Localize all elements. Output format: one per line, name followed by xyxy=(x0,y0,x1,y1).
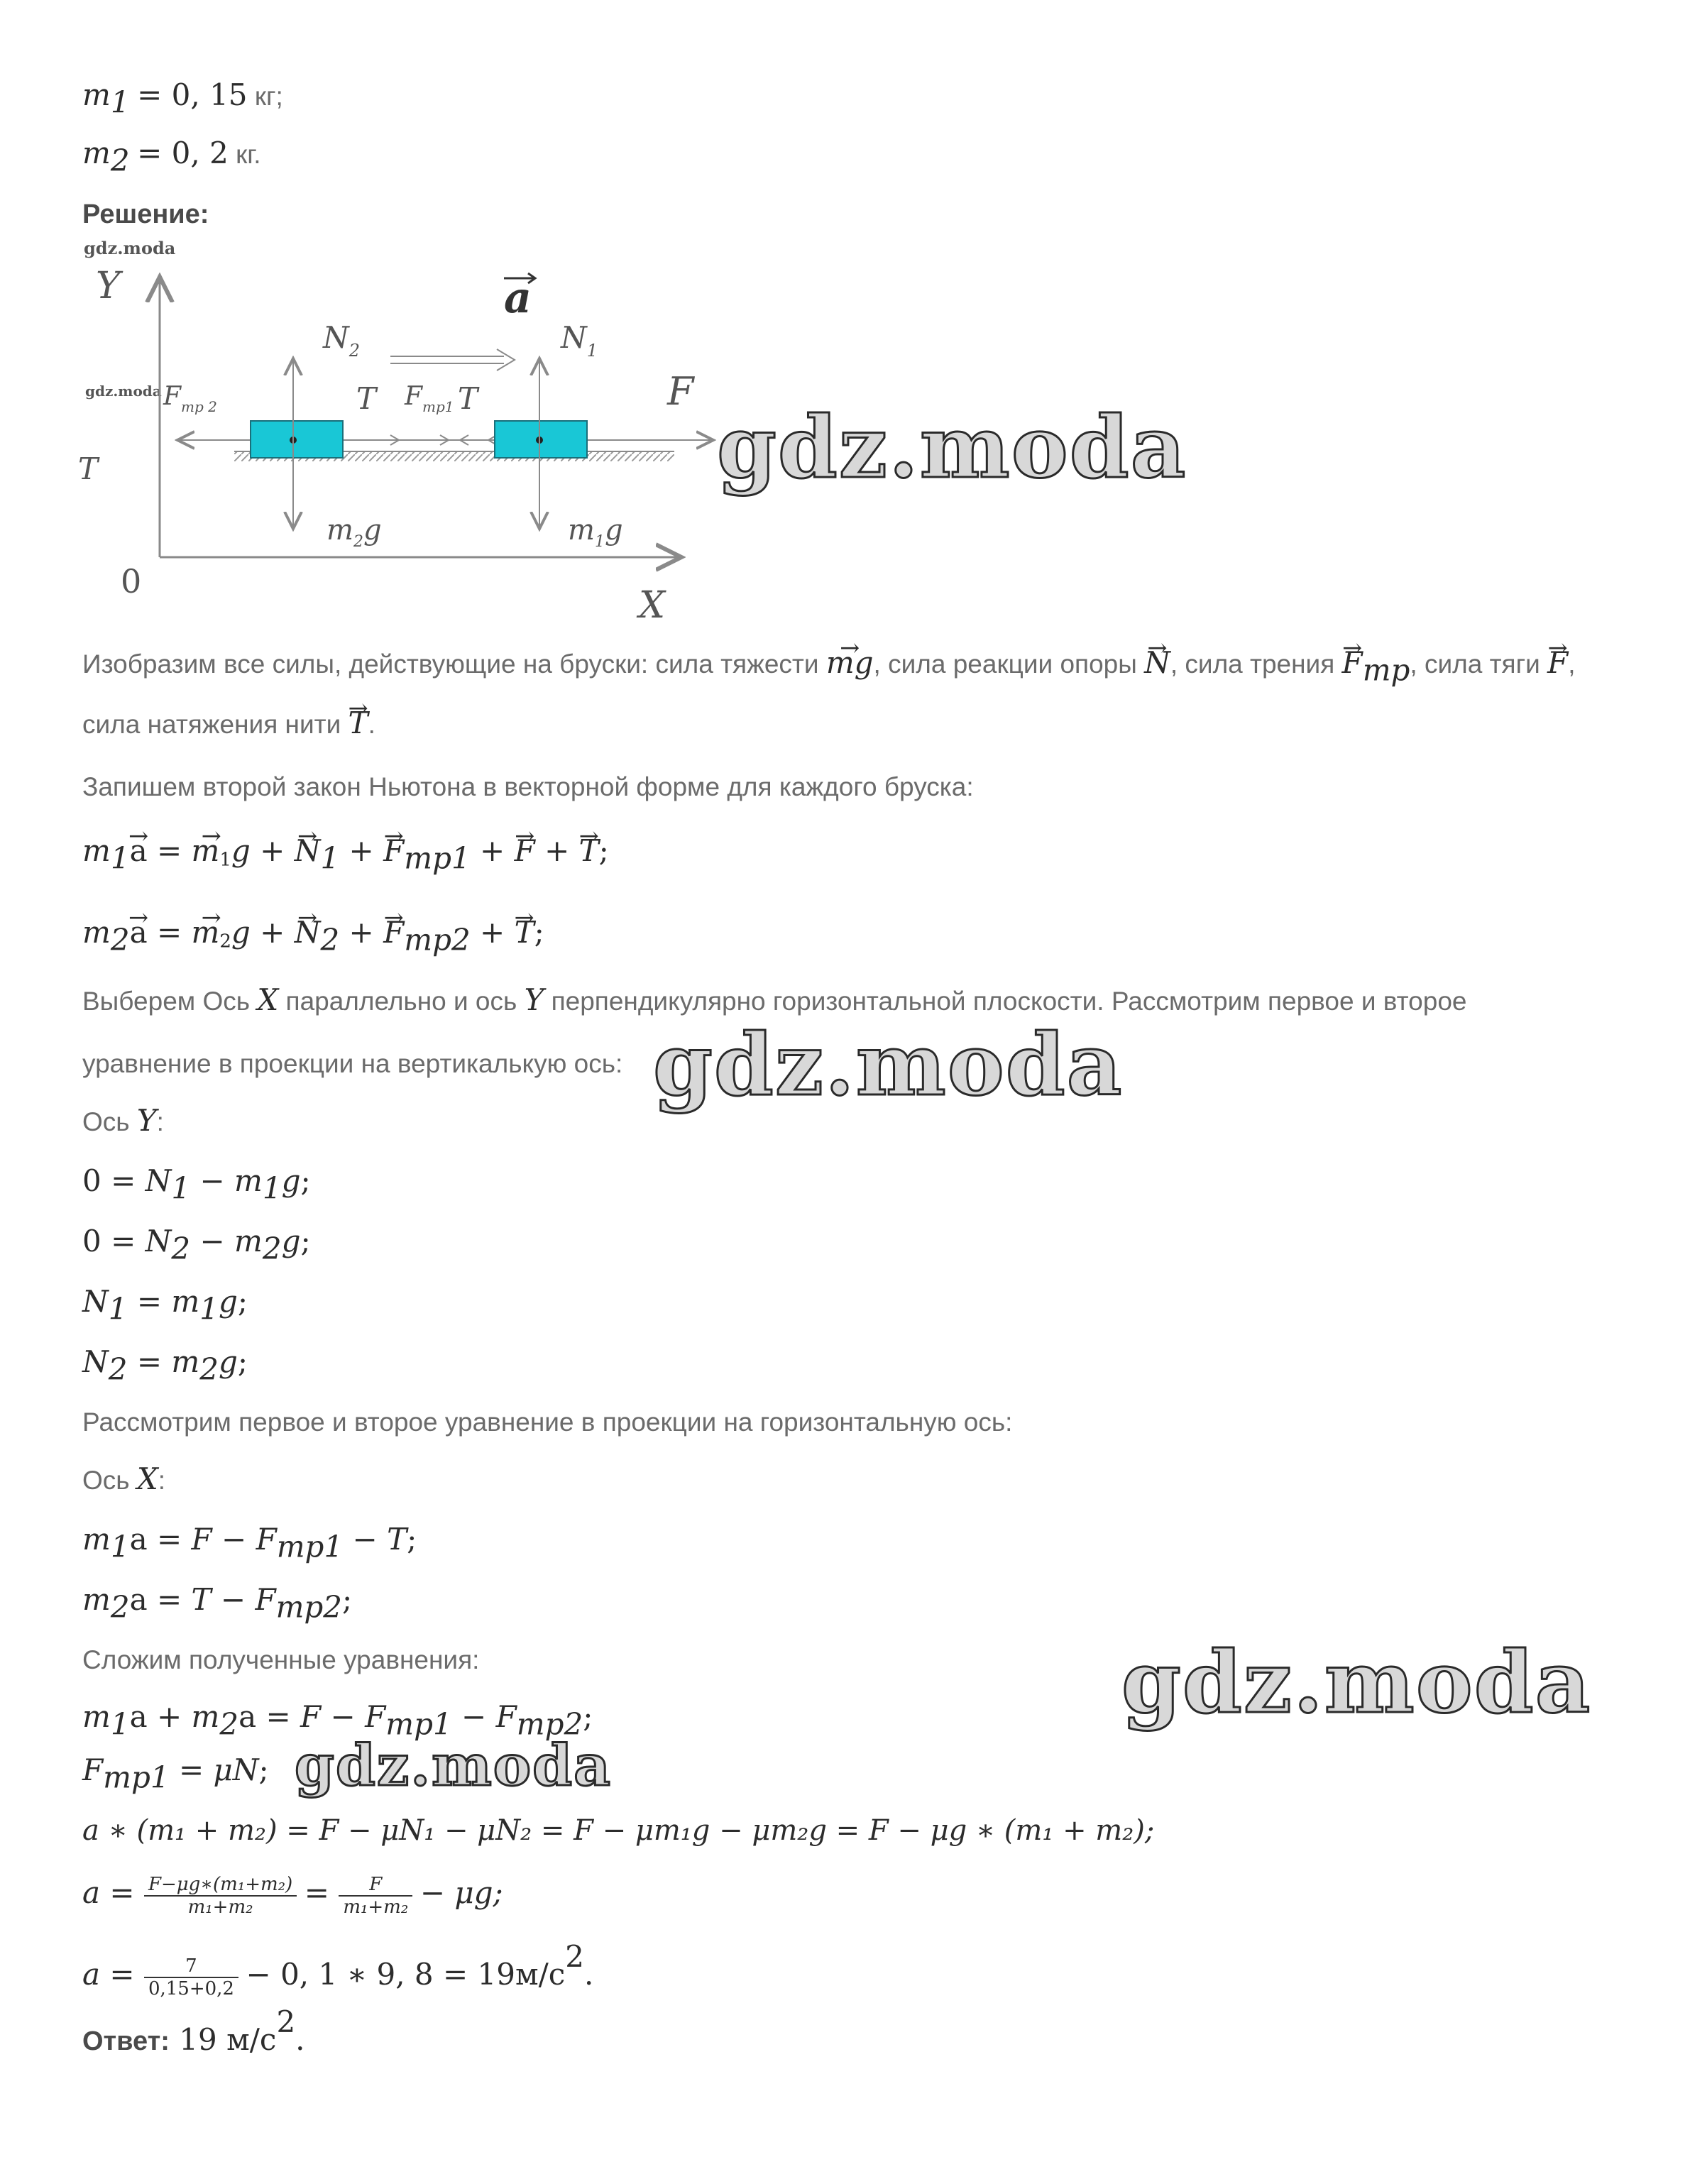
long-equation: a ∗ (m₁ + m₂) = F − μN₁ − μN₂ = F − μm₁g − μm₂g = F − μg ∗ (m₁ + m₂); xyxy=(82,1814,1155,1847)
forces-paragraph-line1: Изобразим все силы, действующие на бруски: сила тяжести → mg, сила реакции опоры → N, сила трения → $F_{тр}$, сила тяги → F, xyxy=(82,646,1575,688)
newton-law-intro: Запишем второй закон Ньютона в векторной форме для каждого бруска: xyxy=(82,772,974,801)
ftr1-label: $F_{тр1}$ xyxy=(405,382,454,415)
fraction-2: $\frac{F}{\text{m₁+m₂}}$ xyxy=(339,1874,412,1918)
fraction-1: $\frac{\text{F−μg∗(m₁+m₂)}}{\text{m₁+m₂}}$ xyxy=(144,1874,297,1918)
axis-x-label: X xyxy=(639,584,666,627)
side-t-label: T xyxy=(78,451,99,486)
accel-label: a xyxy=(504,273,532,323)
y-equation-3: $N_1 = m_1g$; xyxy=(82,1284,248,1327)
friction-equation: $F_{тр1} = \mu N$; xyxy=(82,1752,269,1795)
m2g-label: $m_2g$ xyxy=(327,514,382,551)
sum-equation: $m_1a + m_2a = F - F_{тр1} - F_{тр2}$; xyxy=(82,1699,593,1742)
x-equation-2: $m_2a = T - F_{тр2}$; xyxy=(82,1582,353,1625)
y-equation-4: $N_2 = m_2g$; xyxy=(82,1344,248,1387)
x-equation-1: $m_1a = F - F_{тр1} - T$; xyxy=(82,1522,417,1564)
watermark-4: gdz.moda xyxy=(295,1732,612,1799)
n1-label: $N_1$ xyxy=(561,320,598,361)
origin-label: 0 xyxy=(121,562,142,600)
given-m2: $m_2 = 0$, 2 кг. xyxy=(82,136,261,178)
n2-label: $N_2$ xyxy=(323,320,361,361)
watermark-3: gdz.moda xyxy=(1121,1632,1592,1733)
numeric-equation: a = $\frac{7}{0,15+0,2}$ − 0, 1 ∗ 9, $8 = 19м/с^2$. xyxy=(82,1939,594,2000)
m1g-label: $m_1g$ xyxy=(568,514,623,551)
axis-y-heading: Ось Y: xyxy=(82,1103,164,1138)
horizontal-intro: Рассмотрим первое и второе уравнение в проекции на горизонтальную ось: xyxy=(82,1407,1013,1437)
sum-intro: Сложим полученные уравнения: xyxy=(82,1645,480,1674)
f-label: F xyxy=(667,369,694,414)
ftr2-label: $F_{тр 2}$ xyxy=(163,382,217,415)
axis-y-label: Y xyxy=(96,265,121,307)
axes-paragraph-line1: Выберем Ось X параллельно и ось Y перпендикулярно горизонтальной плоскости. Рассмотрим первое и второе xyxy=(82,982,1467,1017)
axis-x-heading: Ось X: xyxy=(82,1461,166,1496)
solution-heading: Решение: xyxy=(82,199,209,229)
answer-line: Ответ: 19 $м/с^2$. xyxy=(82,2004,305,2058)
watermark-2: gdz.moda xyxy=(653,1015,1124,1115)
diagram-watermark-top: gdz.moda xyxy=(84,238,176,258)
t-right-label: T xyxy=(458,381,478,416)
y-equation-2: $0 = N_2 - m_2g$; xyxy=(82,1224,311,1266)
block-2 xyxy=(251,421,343,458)
t-left-label: T xyxy=(356,381,377,416)
forces-paragraph-line2: сила натяжения нити → T. xyxy=(82,706,375,742)
y-equation-1: $0 = N_1 - m_1g$; xyxy=(82,1163,311,1206)
axes-paragraph-line2: уравнение в проекции на вертикалькую ось: xyxy=(82,1049,623,1078)
vector-equation-2: $m_2\to a$ = → $m_2g$ + → $N_2$ + → $F_{тр2}$ + → T; xyxy=(82,916,544,959)
force-diagram xyxy=(71,234,738,632)
given-m1: $m_1 = 0$, 15 кг; xyxy=(82,77,283,120)
vector-equation-1: $m_1\to a$ = → $m_1g$ + → $N_1$ + → $F_{тр1}$ + → F + → T; xyxy=(82,834,609,877)
acceleration-arrow xyxy=(390,349,515,371)
fraction-equation: a = $\frac{\text{F−μg∗(m₁+m₂)}}{\text{m₁+m₂}}$ = $\frac{F}{\text{m₁+m₂}}$ − μg; xyxy=(82,1873,503,1918)
diagram-watermark-side: gdz.moda xyxy=(85,383,162,400)
numeric-fraction: $\frac{7}{0,15+0,2}$ xyxy=(144,1955,238,1999)
watermark-1: gdz.moda xyxy=(717,397,1187,498)
